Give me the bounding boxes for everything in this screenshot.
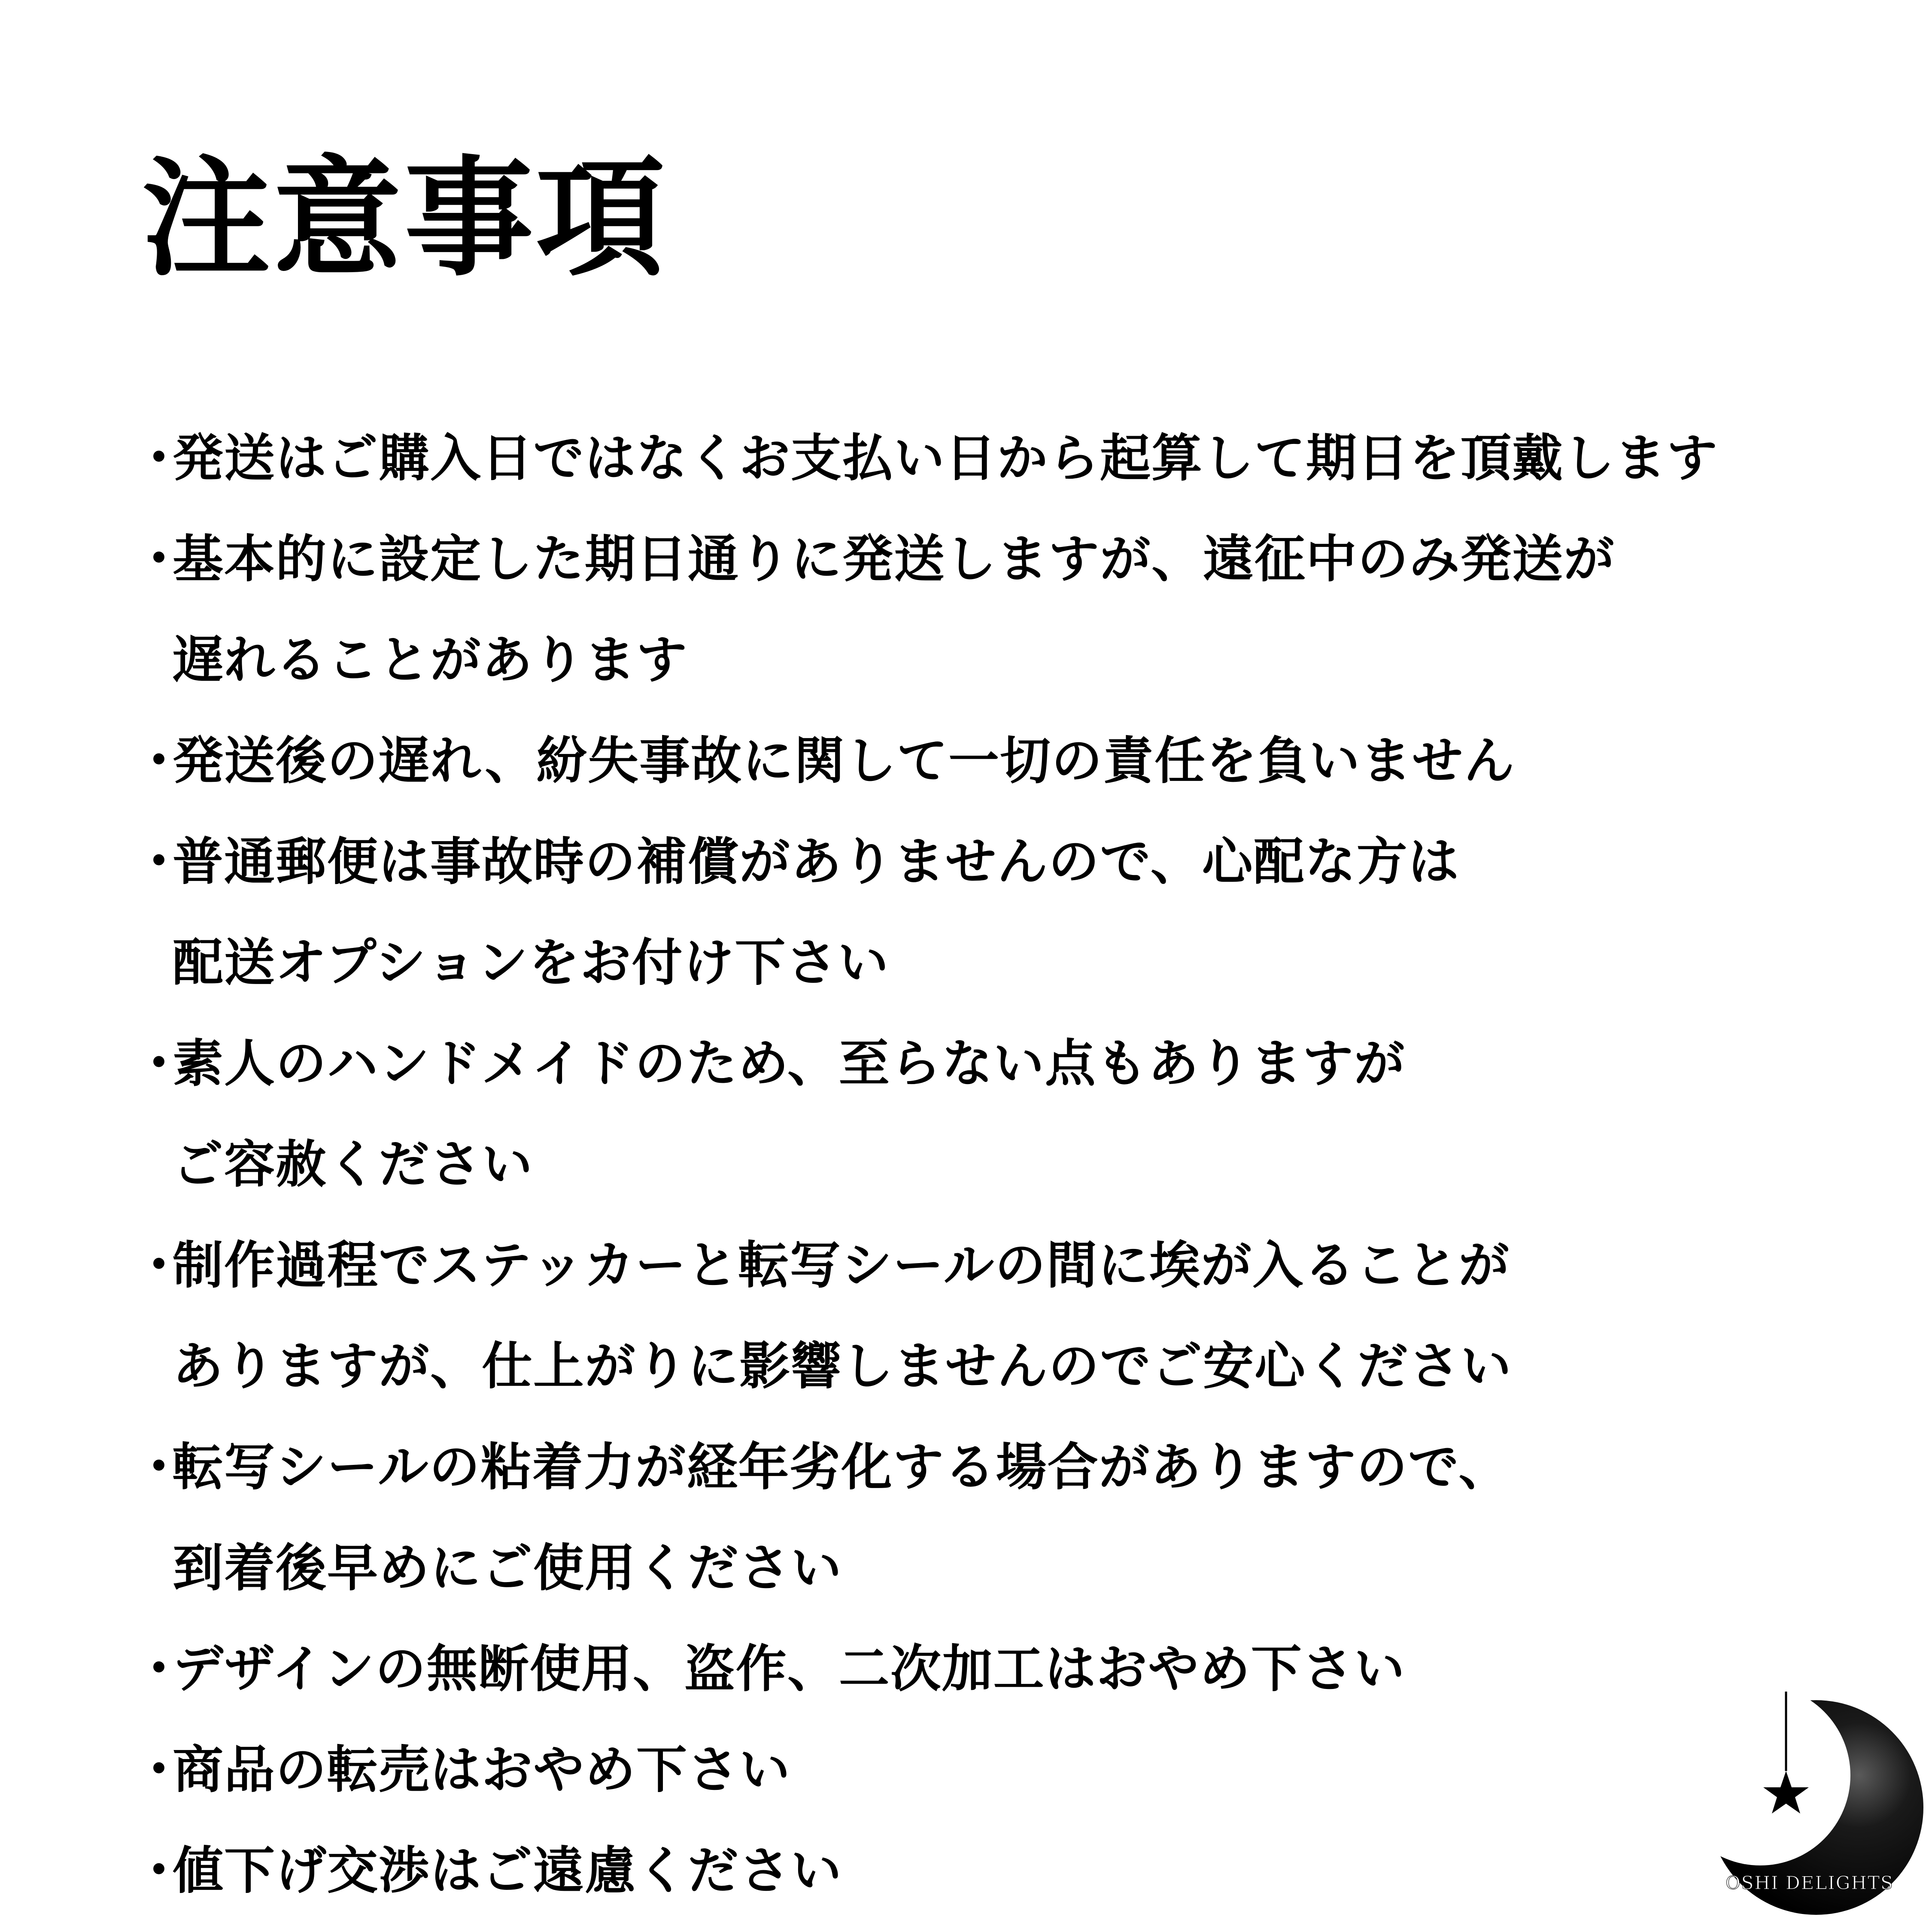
note-line: ご容赦ください (173, 1135, 534, 1194)
note-body (173, 1719, 791, 1820)
list-item (133, 1417, 1850, 1619)
page-title: 注意事項 (142, 144, 667, 294)
note-body (173, 711, 1515, 811)
note-body (173, 1619, 1406, 1719)
list-item (133, 1215, 1850, 1417)
bullet: ・ (133, 1740, 185, 1800)
note-line: 転写シールの粘着力が経年劣化する場合がありますので、 (173, 1437, 1510, 1497)
note-body (173, 1820, 842, 1921)
note-body (173, 1013, 1406, 1215)
bullet: ・ (133, 1236, 185, 1295)
brand-name: OSHI DELIGHTS (1725, 1872, 1894, 1893)
bullet: ・ (133, 1639, 185, 1699)
bullet: ・ (133, 1034, 185, 1094)
note-line: 値下げ交渉はご遠慮ください (173, 1841, 843, 1900)
note-line: 発送後の遅れ、紛失事故に関して一切の責任を負いません (173, 731, 1516, 790)
crescent-moon-star-icon (1687, 1683, 1928, 1923)
note-line: ありますが、仕上がりに影響しませんのでご安心ください (173, 1337, 1513, 1396)
note-line: デザインの無断使用、盗作、二次加工はおやめ下さい (173, 1639, 1406, 1698)
note-line: 到着後早めにご使用ください (173, 1538, 843, 1598)
bullet: ・ (133, 731, 185, 791)
list-item (133, 711, 1850, 811)
note-body (173, 1417, 1510, 1619)
note-body (173, 509, 1615, 711)
note-line: 発送はご購入日ではなくお支払い日から起算して期日を頂戴します (173, 428, 1719, 488)
list-item (133, 811, 1850, 1013)
bullet: ・ (133, 529, 185, 589)
note-line: 素人のハンドメイドのため、至らない点もありますが (173, 1034, 1406, 1093)
list-item (133, 1719, 1850, 1820)
note-line: 普通郵便は事故時の補償がありませんので、心配な方は (173, 832, 1460, 891)
note-body (173, 1215, 1512, 1417)
bullet: ・ (133, 428, 185, 488)
list-item (133, 1013, 1850, 1215)
bullet: ・ (133, 1841, 185, 1901)
note-line: 制作過程でステッカーと転写シールの間に埃が入ることが (173, 1236, 1510, 1295)
note-line: 配送オプションをお付け下さい (173, 933, 890, 992)
bullet: ・ (133, 1437, 185, 1497)
list-item (133, 509, 1850, 711)
bullet: ・ (133, 832, 185, 892)
list-item (133, 1619, 1850, 1719)
note-line: 基本的に設定した期日通りに発送しますが、遠征中のみ発送が (173, 529, 1616, 589)
list-item (133, 408, 1850, 509)
note-line: 商品の転売はおやめ下さい (173, 1740, 791, 1799)
note-body (173, 408, 1718, 509)
brand-logo (1687, 1683, 1928, 1923)
note-line: 遅れることがあります (173, 630, 688, 690)
list-item (133, 1820, 1850, 1921)
note-body (173, 811, 1460, 1013)
notice-list (133, 408, 1850, 1921)
